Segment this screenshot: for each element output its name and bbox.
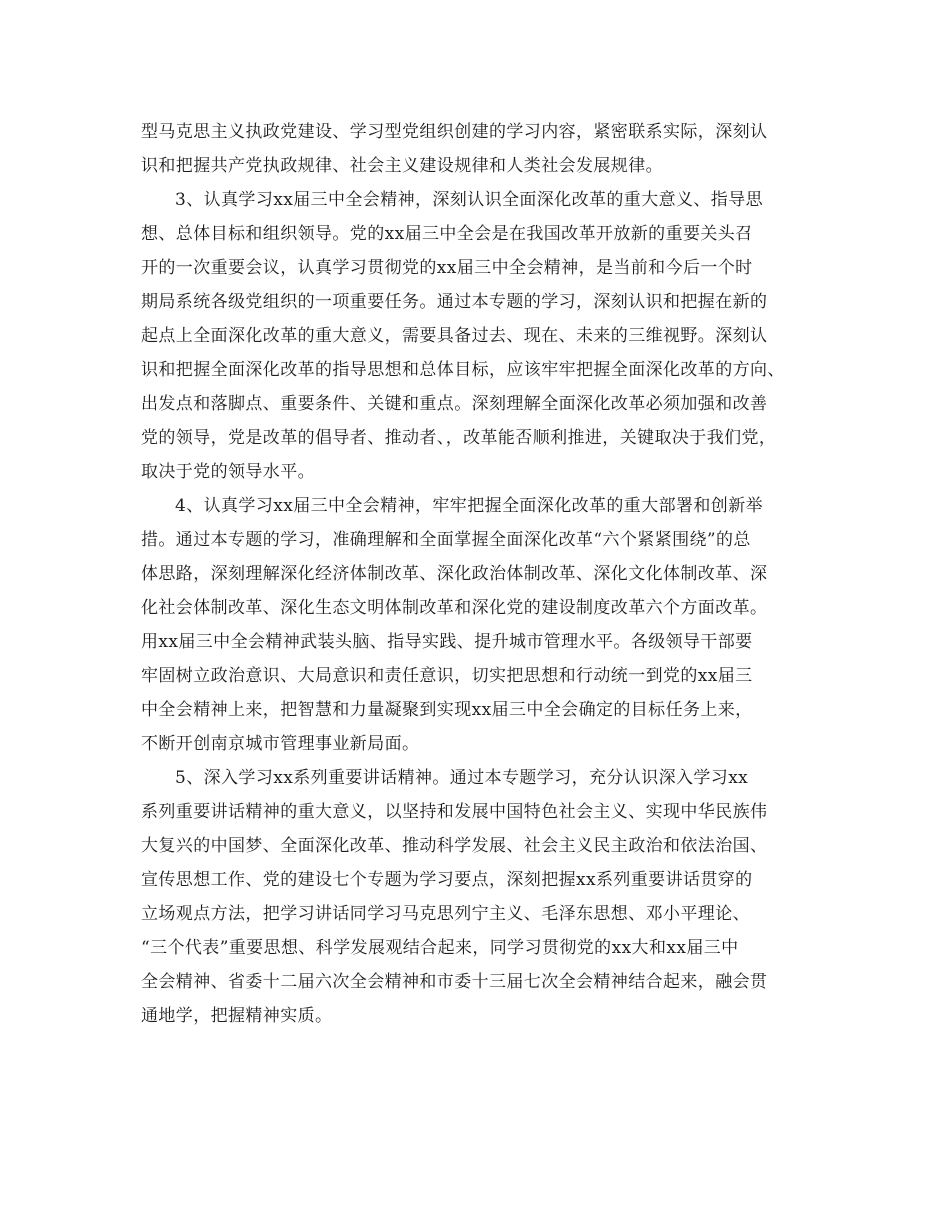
- document-body: [141, 115, 816, 1033]
- text-line: 中全会精神上来，把智慧和力量凝聚到实现xx届三中全会确定的目标任务上来，: [141, 700, 753, 720]
- text-line: 化社会体制改革、深化生态文明体制改革和深化党的建设制度改革六个方面改革。: [141, 598, 768, 618]
- text-line: 全会精神、省委十二届六次全会精神和市委十三届七次全会精神结合起来，融会贯: [141, 972, 768, 992]
- text-line: 出发点和落脚点、重要条件、关键和重点。深刻理解全面深化改革必须加强和改善: [141, 394, 768, 414]
- text-line: 取决于党的领导水平。: [141, 462, 315, 482]
- text-line: 体思路，深刻理解深化经济体制改革、深化政治体制改革、深化文化体制改革、深: [141, 564, 768, 584]
- text-line: 型马克思主义执政党建设、学习型党组织创建的学习内容，紧密联系实际，深刻认: [141, 122, 768, 142]
- text-line: 起点上全面深化改革的重大意义，需要具备过去、现在、未来的三维视野。深刻认: [141, 326, 768, 346]
- text-line: 用xx届三中全会精神武装头脑、指导实践、提升城市管理水平。各级领导干部要: [141, 632, 753, 652]
- text-line: 宣传思想工作、党的建设七个专题为学习要点，深刻把握xx系列重要讲话贯穿的: [141, 870, 753, 890]
- text-line: 5、深入学习xx系列重要讲话精神。通过本专题学习，充分认识深入学习xx: [175, 768, 749, 788]
- text-line: 4、认真学习xx届三中全会精神，牢牢把握全面深化改革的重大部署和创新举: [175, 496, 763, 516]
- text-line: 措。通过本专题的学习，准确理解和全面掌握全面深化改革“六个紧紧围绕”的总: [141, 530, 751, 550]
- text-line: 识和把握全面深化改革的指导思想和总体目标，应该牢牢把握全面深化改革的方向、: [141, 360, 785, 380]
- text-line: “三个代表”重要思想、科学发展观结合起来，同学习贯彻党的xx大和xx届三中: [141, 938, 739, 958]
- text-line: 期局系统各级党组织的一项重要任务。通过本专题的学习，深刻认识和把握在新的: [141, 292, 768, 312]
- text-line: 通地学，把握精神实质。: [141, 1006, 333, 1026]
- text-line: 识和把握共产党执政规律、社会主义建设规律和人类社会发展规律。: [141, 156, 663, 176]
- text-line: 系列重要讲话精神的重大意义，以坚持和发展中国特色社会主义、实现中华民族伟: [141, 802, 768, 822]
- text-line: 不断开创南京城市管理事业新局面。: [141, 734, 420, 754]
- text-line: 党的领导，党是改革的倡导者、推动者、，改革能否顺利推进，关键取决于我们党，: [141, 428, 777, 448]
- text-line: 开的一次重要会议，认真学习贯彻党的xx届三中全会精神，是当前和今后一个时: [141, 258, 753, 278]
- text-line: 大复兴的中国梦、全面深化改革、推动科学发展、社会主义民主政治和依法治国、: [141, 836, 768, 856]
- text-line: 3、认真学习xx届三中全会精神，深刻认识全面深化改革的重大意义、指导思: [175, 190, 763, 210]
- text-line: 牢固树立政治意识、大局意识和责任意识，切实把思想和行动统一到党的xx届三: [141, 666, 753, 686]
- text-line: 想、总体目标和组织领导。党的xx届三中全会是在我国改革开放新的重要关头召: [141, 224, 753, 244]
- text-line: 立场观点方法，把学习讲话同学习马克思列宁主义、毛泽东思想、邓小平理论、: [141, 904, 750, 924]
